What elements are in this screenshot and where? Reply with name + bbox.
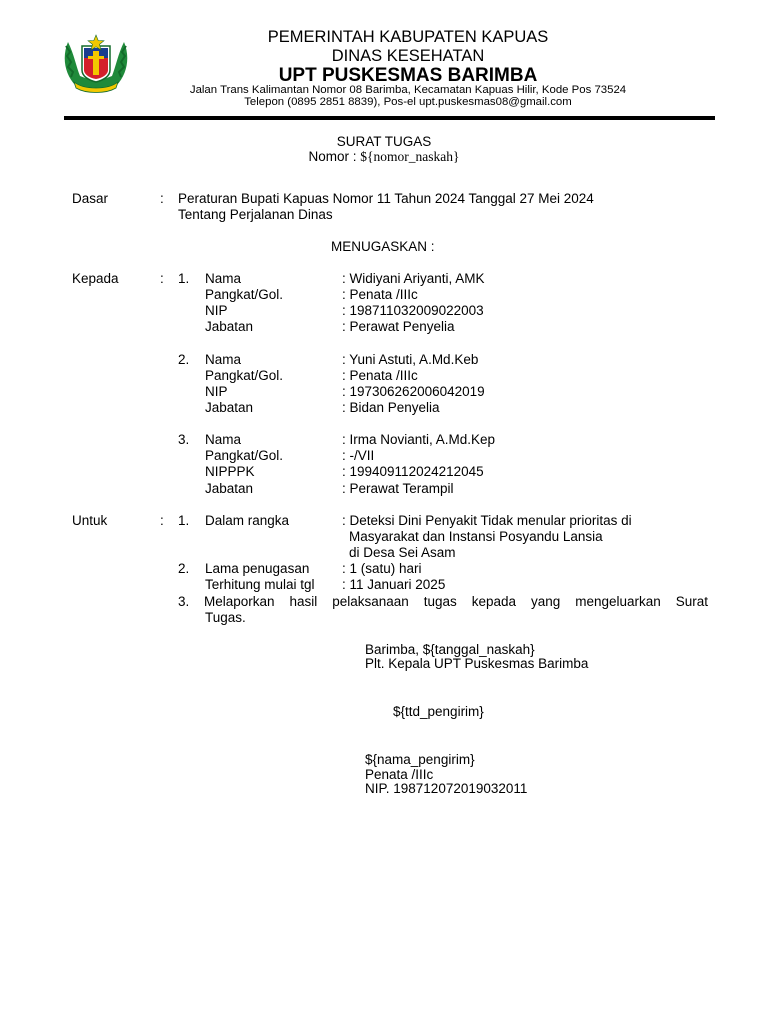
untuk-item-text: Tugas. — [205, 610, 246, 625]
person-number: 2. — [178, 352, 190, 367]
untuk-item-label: Lama penugasan — [205, 561, 310, 576]
signature-ttd-placeholder: ${ttd_pengirim} — [393, 704, 484, 719]
document-title: SURAT TUGAS — [336, 134, 432, 149]
person-field-label: Pangkat/Gol. — [205, 368, 284, 383]
signature-rank: Penata /IIIc — [365, 767, 434, 782]
person-field-label: Jabatan — [205, 400, 254, 415]
person-field-label: NIPPPK — [205, 464, 255, 479]
person-field-value: : Irma Novianti, A.Md.Kep — [342, 432, 496, 447]
person-field-value: : Perawat Penyelia — [342, 319, 455, 334]
untuk-item-number: 1. — [178, 513, 190, 528]
untuk-item-label: Dalam rangka — [205, 513, 290, 528]
kapuas-regency-logo — [60, 34, 132, 94]
person-field-value: : Penata /IIIc — [342, 368, 418, 383]
person-field-label: NIP — [205, 303, 228, 318]
person-field-value: : 199409112024212045 — [342, 464, 484, 479]
signature-place-date: Barimba, ${tanggal_naskah} — [365, 642, 535, 657]
untuk-item-number: 3. — [178, 594, 190, 609]
header-department: DINAS KESEHATAN — [331, 47, 485, 65]
person-field-label: Nama — [205, 352, 242, 367]
header-government: PEMERINTAH KABUPATEN KAPUAS — [267, 28, 549, 46]
kepada-colon: : — [160, 271, 164, 286]
signature-position: Plt. Kepala UPT Puskesmas Barimba — [365, 656, 589, 671]
person-field-value: : -/VII — [342, 448, 375, 463]
dasar-line: Tentang Perjalanan Dinas — [178, 207, 333, 222]
dasar-label: Dasar — [72, 191, 109, 206]
letterhead-divider — [64, 116, 715, 120]
person-field-value: : 197306262006042019 — [342, 384, 485, 399]
person-field-value: : Perawat Terampil — [342, 481, 454, 496]
person-field-label: Jabatan — [205, 319, 254, 334]
person-field-value: : Bidan Penyelia — [342, 400, 440, 415]
header-address: Jalan Trans Kalimantan Nomor 08 Barimba, Kecamatan Kapuas Hilir, Kode Pos 73524 — [189, 84, 627, 96]
person-field-value: : Yuni Astuti, A.Md.Keb — [342, 352, 479, 367]
untuk-item-text: Melaporkan hasil pelaksanaan tugas kepada yang mengeluarkan Surat — [204, 594, 708, 609]
kepada-label: Kepada — [72, 271, 119, 286]
untuk-colon: : — [160, 513, 164, 528]
menugaskan-heading: MENUGASKAN : — [331, 239, 435, 254]
untuk-item-value: : 11 Januari 2025 — [342, 577, 446, 592]
untuk-label: Untuk — [72, 513, 108, 528]
document-number-label: Nomor : — [308, 149, 357, 164]
untuk-item-value: di Desa Sei Asam — [349, 545, 456, 560]
signature-nip: NIP. 198712072019032011 — [365, 781, 528, 796]
header-contact: Telepon (0895 2851 8839), Pos-el upt.puskesmas08@gmail.com — [244, 96, 572, 108]
person-number: 3. — [178, 432, 190, 447]
person-field-label: Pangkat/Gol. — [205, 287, 284, 302]
person-field-label: Jabatan — [205, 481, 254, 496]
document-number-value: ${nomor_naskah} — [360, 149, 460, 164]
signature-name: ${nama_pengirim} — [365, 752, 475, 767]
untuk-item-value: Masyarakat dan Instansi Posyandu Lansia — [349, 529, 603, 544]
untuk-item-value: : Deteksi Dini Penyakit Tidak menular prioritas di — [342, 513, 632, 528]
person-field-value: : Widiyani Ariyanti, AMK — [342, 271, 485, 286]
person-field-label: NIP — [205, 384, 228, 399]
person-field-label: Nama — [205, 271, 242, 286]
person-field-label: Nama — [205, 432, 242, 447]
document-number — [0, 149, 768, 165]
person-field-value: : Penata /IIIc — [342, 287, 418, 302]
untuk-item-number: 2. — [178, 561, 190, 576]
dasar-colon: : — [160, 191, 164, 206]
header-institution: UPT PUSKESMAS BARIMBA — [278, 65, 538, 86]
untuk-item-label: Terhitung mulai tgl — [205, 577, 315, 592]
person-number: 1. — [178, 271, 190, 286]
person-field-value: : 198711032009022003 — [342, 303, 484, 318]
untuk-item-value: : 1 (satu) hari — [342, 561, 422, 576]
shield-icon — [82, 46, 110, 82]
person-field-label: Pangkat/Gol. — [205, 448, 284, 463]
dasar-line: Peraturan Bupati Kapuas Nomor 11 Tahun 2024 Tanggal 27 Mei 2024 — [178, 191, 594, 206]
